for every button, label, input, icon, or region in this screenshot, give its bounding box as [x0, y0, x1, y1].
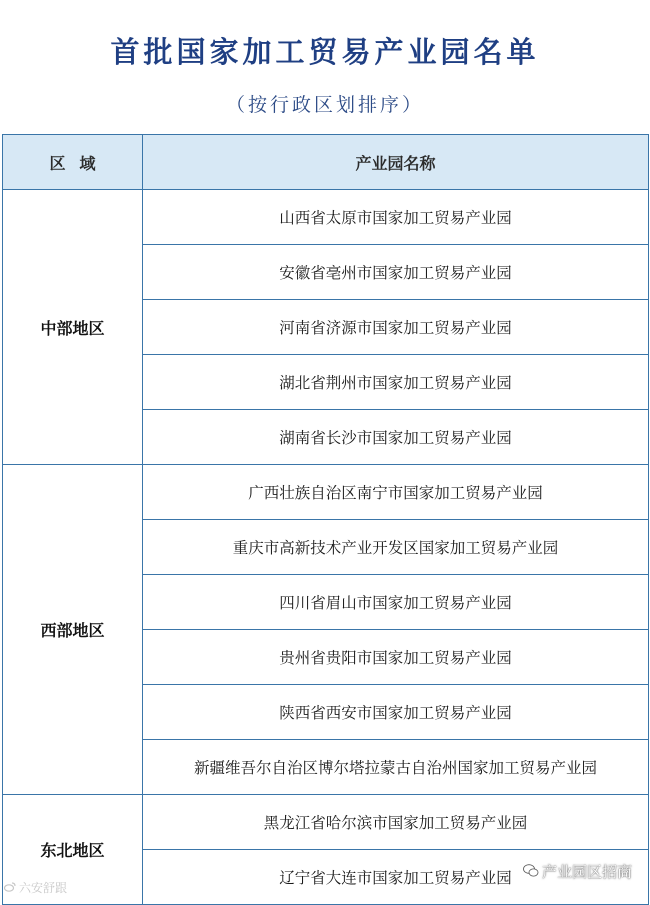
header-region: 区域 [3, 135, 143, 190]
table-row [3, 795, 649, 850]
table-row [3, 465, 649, 520]
region-cell-central: 中部地区 [3, 190, 143, 465]
wechat-icon [523, 863, 539, 881]
park-cell: 贵州省贵阳市国家加工贸易产业园 [143, 630, 649, 685]
weibo-icon [4, 881, 16, 895]
park-cell: 广西壮族自治区南宁市国家加工贸易产业园 [143, 465, 649, 520]
park-cell: 新疆维吾尔自治区博尔塔拉蒙古自治州国家加工贸易产业园 [143, 740, 649, 795]
park-cell: 湖北省荆州市国家加工贸易产业园 [143, 355, 649, 410]
page-subtitle: （按行政区划排序） [225, 94, 424, 116]
park-cell: 黑龙江省哈尔滨市国家加工贸易产业园 [143, 795, 649, 850]
watermark-left-text: 六安舒跟 [19, 881, 68, 895]
park-cell: 河南省济源市国家加工贸易产业园 [143, 300, 649, 355]
header-park-name: 产业园名称 [143, 135, 649, 190]
region-cell-western: 西部地区 [3, 465, 143, 795]
table-body [3, 190, 649, 905]
watermark-left [4, 879, 67, 896]
park-cell: 山西省太原市国家加工贸易产业园 [143, 190, 649, 245]
park-cell: 四川省眉山市国家加工贸易产业园 [143, 575, 649, 630]
industrial-park-table [2, 134, 649, 905]
page-title: 首批国家加工贸易产业园名单 [110, 35, 540, 69]
table-header-row [3, 135, 649, 190]
watermark-right-text: 产业园区招商 [541, 863, 632, 881]
park-cell: 安徽省亳州市国家加工贸易产业园 [143, 245, 649, 300]
park-cell: 湖南省长沙市国家加工贸易产业园 [143, 410, 649, 465]
park-cell: 陕西省西安市国家加工贸易产业园 [143, 685, 649, 740]
park-cell: 辽宁省大连市国家加工贸易产业园 [143, 850, 649, 905]
park-cell: 重庆市高新技术产业开发区国家加工贸易产业园 [143, 520, 649, 575]
watermark-right [523, 861, 632, 882]
table-row [3, 190, 649, 245]
region-cell-northeast: 东北地区 [3, 795, 143, 905]
